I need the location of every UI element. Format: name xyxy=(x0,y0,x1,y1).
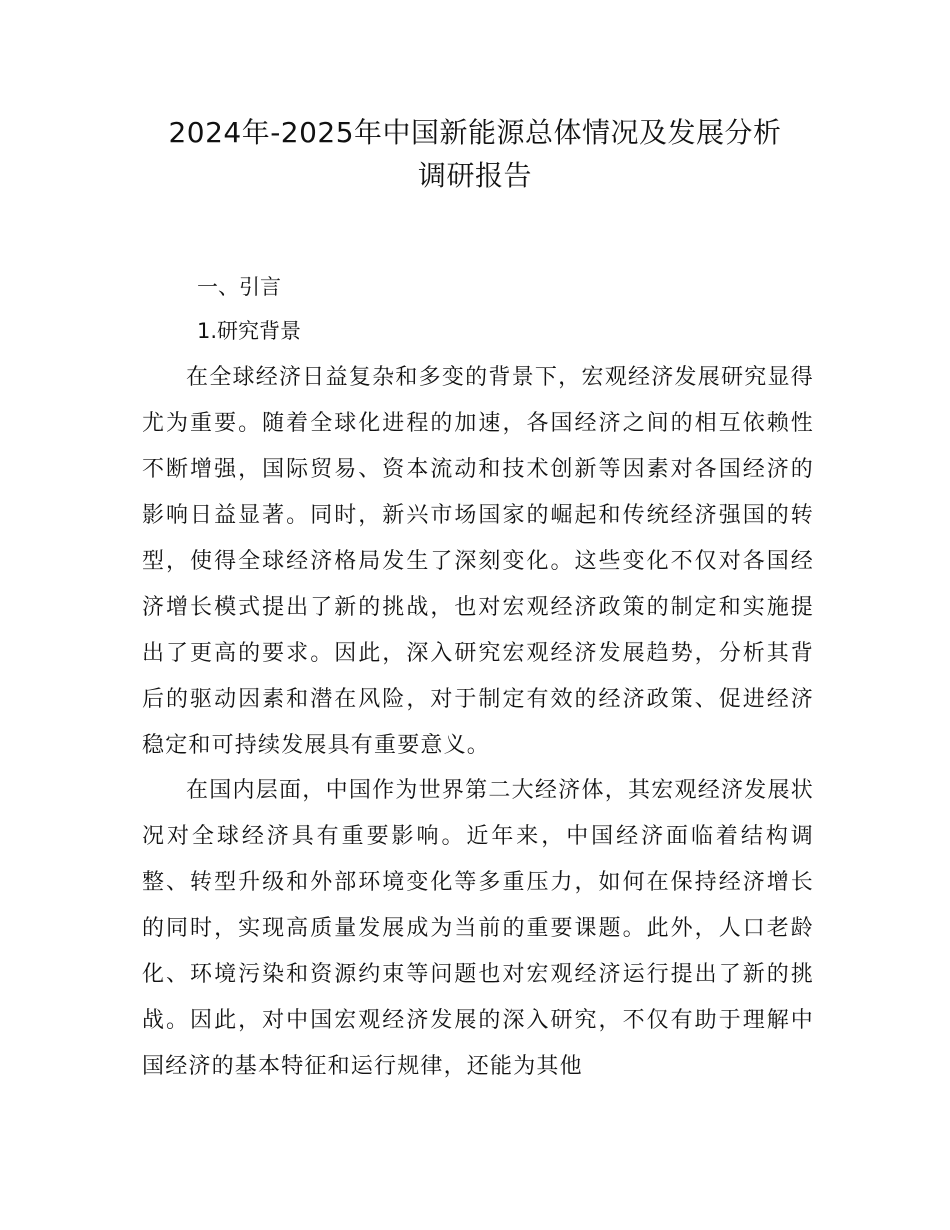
body-paragraph: 在国内层面，中国作为世界第二大经济体，其宏观经济发展状况对全球经济具有重要影响。近年来，中国经济面临着结构调整、转型升级和外部环境变化等多重压力，如何在保持经济增长的同时，实现高质量发展成为当前的重要课题。此外，人口老龄化、环境污染和资源约束等问题也对宏观经济运行提出了新的挑战。因此，对中国宏观经济发展的深入研究，不仅有助于理解中国经济的基本特征和运行规律，还能为其他 xyxy=(142,778,814,1079)
body-paragraph: 在全球经济日益复杂和多变的背景下，宏观经济发展研究显得尤为重要。随着全球化进程的加速，各国经济之间的相互依赖性不断增强，国际贸易、资本流动和技术创新等因素对各国经济的影响日益显著。同时，新兴市场国家的崛起和传统经济强国的转型，使得全球经济格局发生了深刻变化。这些变化不仅对各国经济增长模式提出了新的挑战，也对宏观经济政策的制定和实施提出了更高的要求。因此，深入研究宏观经济发展趋势，分析其背后的驱动因素和潜在风险，对于制定有效的经济政策、促进经济稳定和可持续发展具有重要意义。 xyxy=(142,365,814,758)
document-title: 2024年-2025年中国新能源总体情况及发展分析 xyxy=(168,116,782,149)
subsection-heading-research-background: 1.研究背景 xyxy=(197,319,302,343)
document-title-continued: 调研报告 xyxy=(417,159,532,192)
section-heading-introduction: 一、引言 xyxy=(197,275,281,299)
